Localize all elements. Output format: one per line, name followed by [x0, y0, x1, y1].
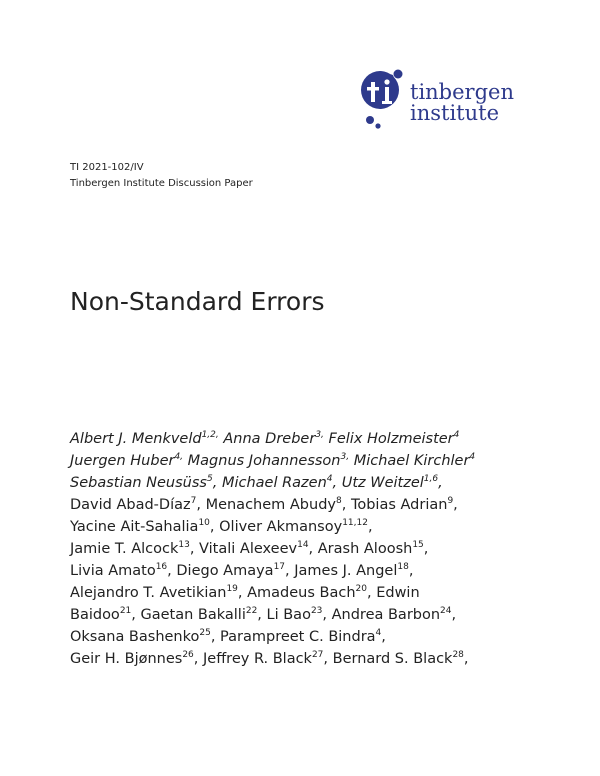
author-separator: , [322, 607, 332, 623]
author-affiliation: 24 [440, 606, 452, 617]
author-name: Anna Dreber [223, 431, 316, 447]
author-entry [219, 519, 372, 535]
author-separator: , [237, 585, 248, 601]
author-name: Sebastian Neusüss [70, 475, 207, 491]
author-entry [70, 585, 247, 601]
author-affiliation: 7 [190, 496, 197, 507]
author-affiliation: 1,2, [201, 430, 219, 441]
author-affiliation: 3, [315, 430, 324, 441]
author-separator: , [451, 607, 457, 623]
author-entry [70, 651, 203, 667]
author-line [70, 494, 580, 516]
author-separator: , [366, 585, 377, 601]
author-name: Menachem Abudy [205, 497, 336, 513]
author-affiliation: 20 [355, 584, 367, 595]
author-separator: , [381, 629, 386, 645]
author-separator: , [367, 519, 373, 535]
author-entry [267, 607, 332, 623]
author-name: Utz Weitzel [341, 475, 424, 491]
author-name: David Abad-Díaz [70, 497, 191, 513]
author-separator: , [196, 497, 206, 513]
author-entry [70, 431, 223, 447]
author-name: Michael Razen [221, 475, 327, 491]
author-entry [70, 629, 220, 645]
author-separator: , [210, 629, 221, 645]
author-entry [332, 607, 457, 623]
author-name: Livia Amato [70, 563, 156, 579]
author-separator: , [257, 607, 267, 623]
author-separator: , [332, 475, 342, 491]
logo-line-1: tinbergen [410, 80, 514, 104]
author-name: Diego Amaya [176, 563, 274, 579]
author-line [70, 604, 580, 626]
author-line [70, 648, 580, 670]
author-separator: , [131, 607, 141, 623]
author-separator: , [285, 563, 295, 579]
author-entry [333, 651, 469, 667]
author-affiliation: 4 [326, 474, 333, 485]
author-name: Amadeus Bach [247, 585, 356, 601]
author-line [70, 538, 580, 560]
author-line [70, 582, 580, 604]
author-affiliation: 18 [397, 562, 409, 573]
author-affiliation: 16 [155, 562, 168, 573]
author-entry [220, 629, 386, 645]
author-affiliation: 8 [336, 496, 342, 507]
author-affiliation: 26 [182, 650, 194, 661]
author-separator: , [209, 519, 220, 535]
author-entry [294, 563, 413, 579]
author-name: Jamie T. Alcock [70, 541, 179, 557]
author-list [70, 428, 580, 670]
paper-series: Tinbergen Institute Discussion Paper [70, 178, 253, 189]
author-name: Michael Kirchler [353, 453, 470, 469]
logo-line-2: institute [410, 101, 500, 125]
author-entry [351, 497, 458, 513]
author-name: Albert J. Menkveld [70, 431, 202, 447]
author-separator: , [408, 563, 414, 579]
ti-monogram-icon [360, 68, 408, 134]
author-affiliation: 5 [206, 474, 213, 485]
author-entry [70, 541, 199, 557]
author-name: Felix Holzmeister [328, 431, 454, 447]
author-entry [140, 607, 266, 623]
author-entry [203, 651, 333, 667]
author-entry [223, 431, 328, 447]
author-separator: , [463, 651, 469, 667]
author-entry [329, 431, 460, 447]
author-line [70, 428, 580, 450]
author-entry [188, 453, 354, 469]
author-separator: , [341, 497, 351, 513]
author-affiliation: 19 [226, 584, 238, 595]
author-separator: , [212, 475, 222, 491]
author-name: Edwin [376, 585, 420, 601]
author-separator: , [193, 651, 203, 667]
author-name: Jeffrey R. Black [203, 651, 312, 667]
paper-number: TI 2021-102/IV [70, 162, 144, 173]
author-entry [318, 541, 429, 557]
author-name: Oksana Bashenko [70, 629, 200, 645]
author-entry [222, 475, 342, 491]
author-entry [70, 453, 188, 469]
page-title: Non-Standard Errors [70, 287, 325, 316]
author-line [70, 516, 580, 538]
author-line [70, 472, 580, 494]
author-affiliation: 14 [297, 540, 309, 551]
author-name: Yacine Ait-Sahalia [70, 519, 199, 535]
author-entry [247, 585, 376, 601]
author-entry [70, 563, 176, 579]
author-separator: , [423, 541, 429, 557]
author-name: Tobias Adrian [350, 497, 448, 513]
author-affiliation: 25 [199, 628, 211, 639]
author-name: Baidoo [70, 607, 120, 623]
author-affiliation: 17 [273, 562, 286, 573]
author-affiliation: 9 [447, 496, 454, 507]
author-separator: , [453, 497, 458, 513]
author-affiliation: 4, [174, 452, 184, 463]
author-name: Parampreet C. Bindra [220, 629, 376, 645]
author-name: Oliver Akmansoy [219, 519, 343, 535]
author-line [70, 450, 580, 472]
author-separator: , [189, 541, 200, 557]
author-name: Bernard S. Black [332, 651, 453, 667]
author-affiliation: 1,6 [423, 474, 439, 485]
author-entry [354, 453, 475, 469]
author-affiliation: 13 [178, 540, 190, 551]
author-affiliation: 21 [119, 606, 132, 617]
author-entry [70, 607, 140, 623]
author-affiliation: 28 [452, 650, 464, 661]
author-name: Alejandro T. Avetikian [70, 585, 227, 601]
author-entry [199, 541, 318, 557]
author-affiliation: 4 [375, 628, 382, 639]
author-name: Li Bao [266, 607, 311, 623]
author-entry [70, 475, 222, 491]
author-name: James J. Angel [294, 563, 398, 579]
author-affiliation: 27 [311, 650, 324, 661]
tinbergen-logo [360, 68, 540, 138]
author-name: Geir H. Bjønnes [70, 651, 183, 667]
author-affiliation: 15 [412, 540, 424, 551]
author-affiliation: 22 [245, 606, 258, 617]
author-affiliation: 4 [453, 430, 460, 441]
author-separator: , [323, 651, 333, 667]
author-affiliation: 3, [340, 452, 350, 463]
author-name: Magnus Johannesson [187, 453, 341, 469]
author-name: Andrea Barbon [331, 607, 441, 623]
author-affiliation: 4 [469, 452, 476, 463]
author-entry [70, 519, 219, 535]
author-name: Juergen Huber [70, 453, 175, 469]
author-affiliation: 10 [198, 518, 210, 529]
author-separator: , [308, 541, 318, 557]
logo-wordmark [410, 82, 514, 124]
author-line [70, 626, 580, 648]
author-entry [70, 497, 206, 513]
author-entry [206, 497, 351, 513]
paper-meta [70, 160, 253, 192]
author-affiliation: 11,12 [342, 518, 368, 529]
author-separator: , [438, 475, 443, 491]
author-name: Gaetan Bakalli [140, 607, 246, 623]
author-separator: , [167, 563, 177, 579]
author-affiliation: 23 [310, 606, 323, 617]
author-entry [342, 475, 443, 491]
author-entry [176, 563, 294, 579]
author-line [70, 560, 580, 582]
author-name: Vitali Alexeev [199, 541, 298, 557]
author-name: Arash Aloosh [317, 541, 413, 557]
author-entry [376, 585, 419, 601]
